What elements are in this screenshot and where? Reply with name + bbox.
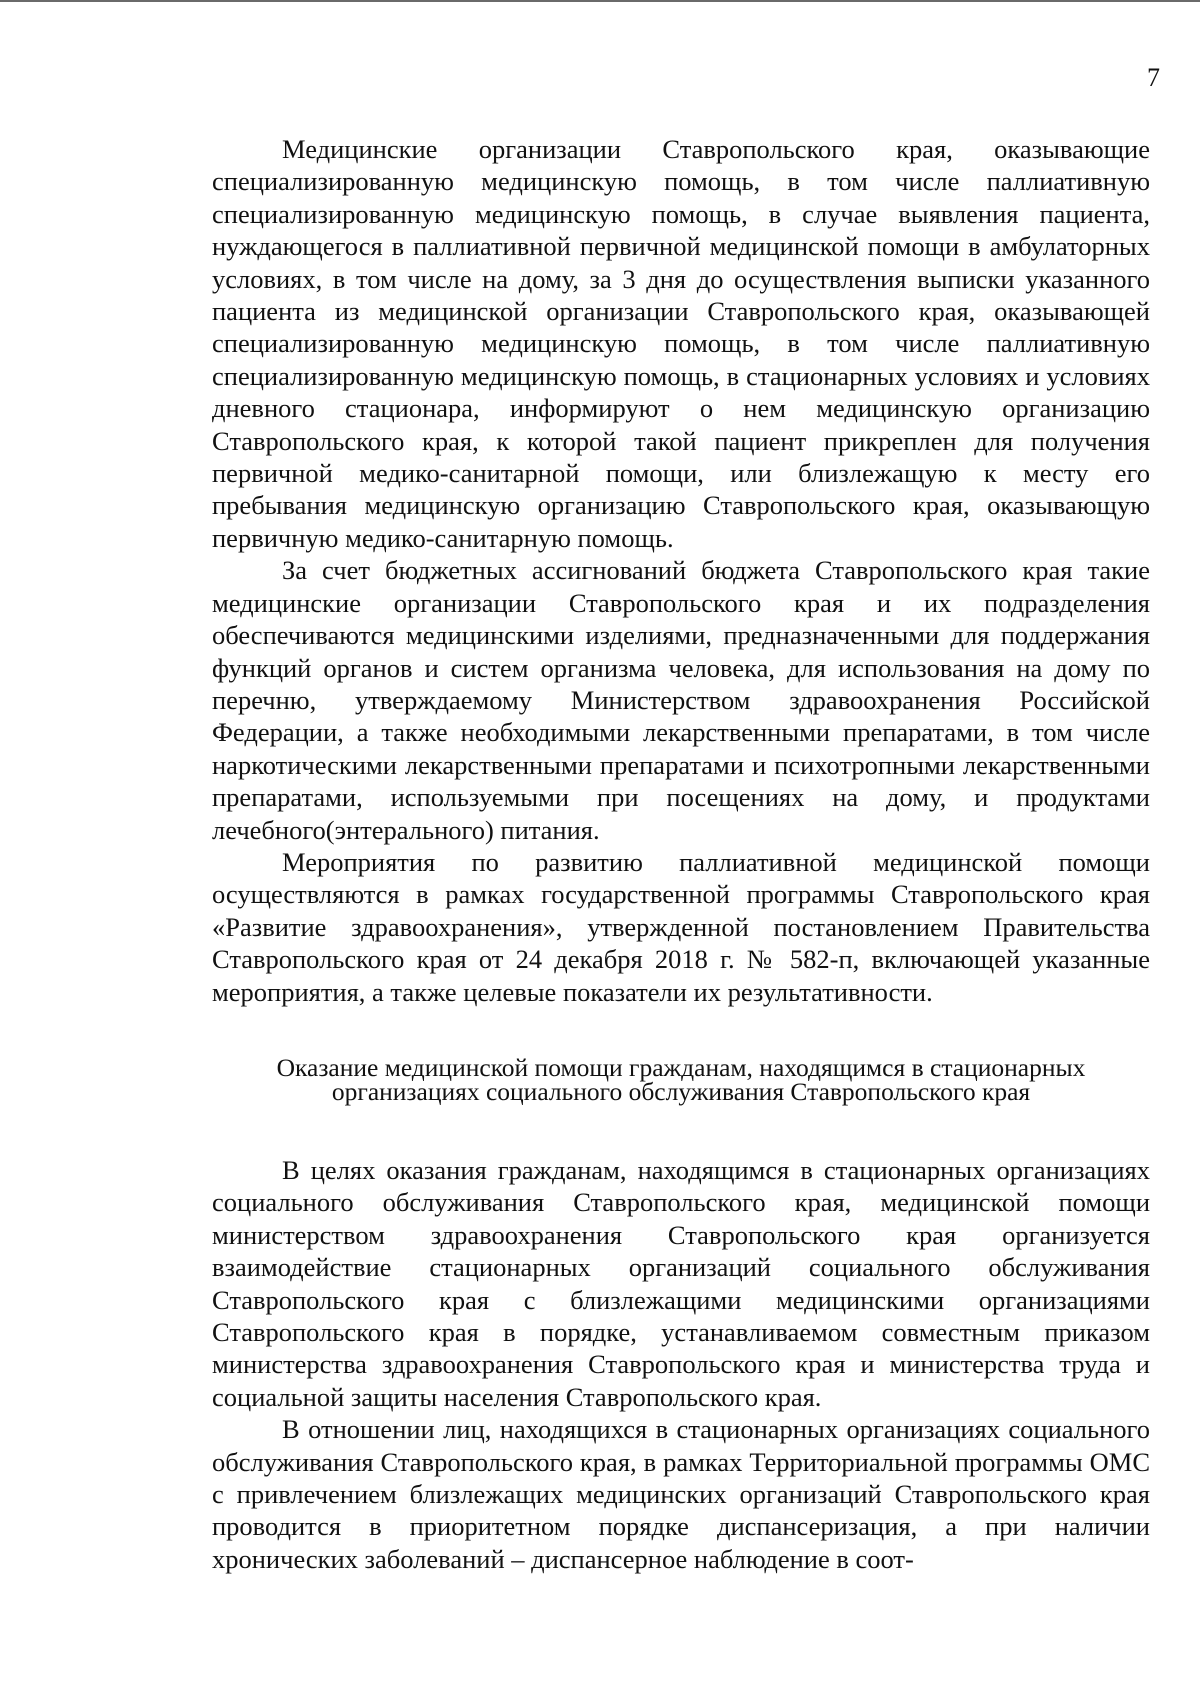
section-heading-line-1: Оказание медицинской помощи гражданам, находящимся в стационарных — [276, 1052, 1086, 1082]
document-body — [212, 133, 1150, 1575]
section-heading-line-2: организациях социального обслуживания Ставропольского края — [331, 1076, 1031, 1106]
paragraph-state-program: Мероприятия по развитию паллиативной медицинской помощи осуществляются в рамках государственной программы Ставропольского края «Развитие здравоохранения», утвержденной постановлением Правительства Ставропольского края от 24 декабря 2018 г. № 582-п, включающей указанные мероприятия, а также целевые показатели их результативности. — [212, 846, 1150, 1007]
section-heading — [212, 1052, 1150, 1106]
paragraph-palliative-referral: Медицинские организации Ставропольского края, оказывающие специализированную медицинскую помощь, в том числе паллиативную специализированную медицинскую помощь, в случае выявления пациента, нуждающегося в паллиативной первичной медицинской помощи в амбулаторных условиях, в том числе на дому, за 3 дня до осуществления выписки указанного пациента из медицинской организации Ставропольского края, оказывающей специализированную медицинскую помощь, в том числе паллиативную специализированную медицинскую помощь, в стационарных условиях и условиях дневного стационара, информируют о нем медицинскую организацию Ставропольского края, к которой такой пациент прикреплен для получения первичной медико-санитарной помощи, или близлежащую к месту его пребывания медицинскую организацию Ставропольского края, оказывающую первичную медико-санитарную помощь. — [212, 134, 1150, 553]
page-number: 7 — [1147, 63, 1160, 92]
paragraph-budget-funding: За счет бюджетных ассигнований бюджета Ставропольского края такие медицинские организации Ставропольского края и их подразделения обеспечиваются медицинскими изделиями, предназначенными для поддержания функций органов и систем организма человека, для использования на дому по перечню, утверждаемому Министерством здравоохранения Российской Федерации, а также необходимыми лекарственными препаратами, в том числе наркотическими лекарственными препаратами и психотропными лекарственными препаратами, используемыми при посещениях на дому, и продуктами лечебного(энтерального) питания. — [212, 555, 1150, 845]
paragraph-dispensary-examination: В отношении лиц, находящихся в стационарных организациях социального обслуживания Ставропольского края, в рамках Территориальной программы ОМС с привлечением близлежащих медицинских организаций Ставропольского края проводится в приоритетном порядке диспансеризация, а при наличии хронических заболеваний – диспансерное наблюдение в соот- — [212, 1414, 1150, 1574]
scan-top-edge-line — [0, 0, 1200, 2]
paragraph-social-institutions-cooperation: В целях оказания гражданам, находящимся в стационарных организациях социального обслуживания Ставропольского края, медицинской помощи министерством здравоохранения Ставропольского края организуется взаимодействие стационарных организаций социального обслуживания Ставропольского края с близлежащими медицинскими организациями Ставропольского края в порядке, устанавливаемом совместным приказом министерства здравоохранения Ставропольского края и министерства труда и социальной защиты населения Ставропольского края. — [212, 1154, 1150, 1412]
